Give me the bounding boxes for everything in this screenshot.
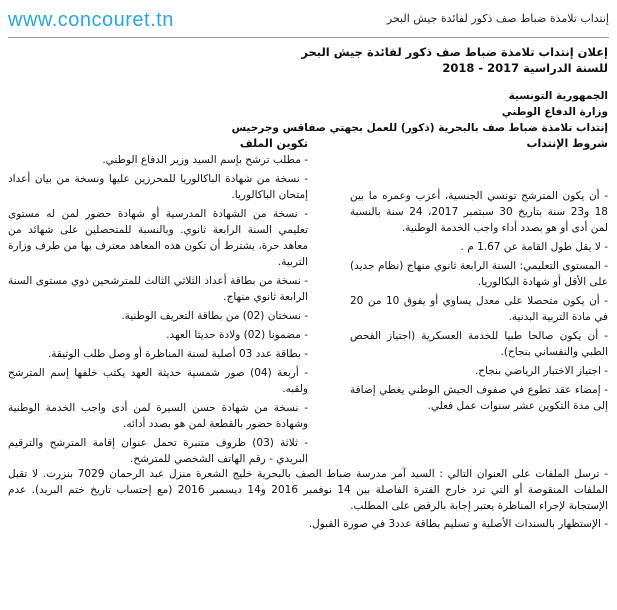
conditions-heading: شروط الإنتداب (526, 137, 608, 150)
file-item: - أربعة (04) صور شمسية حديثة العهد يكتب خلفها إسم المترشح ولقبه. (8, 367, 308, 395)
condition-item: - لا يقل طول القامة عن 1.67 م . (460, 241, 608, 253)
file-item: - ثلاثة (03) ظروف متنبرة تحمل عنوان إقامة المترشح والترقيم البريدي - رقم الهاتف الشخصي للمترشح. (8, 437, 308, 465)
header-divider (8, 37, 609, 38)
site-url-link[interactable]: www.concouret.tn (8, 9, 174, 31)
file-item: - نسختان (02) من بطاقة التعريف الوطنية. (121, 310, 308, 322)
file-heading: تكوين الملف (239, 137, 308, 150)
note-paragraph: - الإستظهار بالسندات الأصلية و تسليم بطاقة عدد3 في صورة القبول. (308, 518, 608, 530)
conditions-column (350, 137, 608, 414)
two-column-section (8, 136, 608, 465)
file-item: - بطاقة عدد 03 أصلية لسنة المناظرة أو وصل طلب الوثيقة. (47, 348, 308, 360)
file-item: - نسخة من الشهادة المدرسية أو شهادة حضور لمن له مستوى تعليمي السنة الرابعة ثانوي. وبالنسبة للمتحصلين على شهائد من معاهد حرة، يشترط أن تكون هذه المعاهد معترف بها من طرف وزارة التربية. (8, 208, 308, 268)
announcement-year: للسنة الدراسية 2017 - 2018 (442, 61, 608, 75)
announcement-title: إعلان إنتداب تلامذة ضباط صف ذكور لفائدة جيش البحر (301, 45, 608, 59)
republic-name: الجمهورية التونسية (508, 90, 608, 102)
file-item: - نسخة من بطاقة أعداد الثلاثي الثالث للمترشحين ذوي مستوى السنة الرابعة ثانوي منهاج. (8, 275, 308, 303)
header-title: إنتداب تلامذة ضباط صف ذكور لفائدة جيش البحر (386, 12, 609, 25)
condition-item: - أن يكون متحصلا على معدل يساوي أو يفوق 10 من 20 في مادة التربية البدنية. (350, 295, 608, 323)
submission-notes (8, 466, 608, 532)
recruitment-subject: إنتداب تلامذة ضباط صف بالبحرية (ذكور) للعمل بجهتي صفاقس وجرجيس (231, 122, 608, 134)
file-item: - مطلب ترشح بإسم السيد وزير الدفاع الوطني. (102, 154, 308, 166)
file-item: - نسخة من شهادة حسن السيرة لمن أدى واجب الخدمة الوطنية وشهادة حضور بالقطعة لمن هو بصدد أدائه. (8, 402, 308, 430)
note-paragraph: - ترسل الملفات على العنوان التالي : السيد آمر مدرسة ضباط الصف بالبحرية خليج الشعرة منزل عبد الرحمان 7029 بنزرت. لا تقبل الملفات المنقوصة أو التي ترد خارج الفترة الفاصلة بين 14 نوفمبر 2016 و14 ديسمبر 2016 (مع إحتساب تاريخ ختم البريد). عدم الإستجابة لإجراء المناظرة يعتبر إجابة بالرفض على المطلب. (8, 468, 608, 512)
file-column (8, 136, 308, 467)
condition-item: - اجتياز الاختبار الرياضي بنجاح. (474, 365, 608, 377)
document-body (8, 40, 608, 534)
condition-item: - أن يكون صالحا طبيا للخدمة العسكرية (اجتياز الفحص الطبي والنفساني بنجاح). (350, 330, 608, 358)
ministry-name: وزارة الدفاع الوطني (501, 106, 608, 118)
file-item: - نسخة من شهادة الباكالوريا للمحرزين عليها ونسخة من بيان أعداد إمتحان الباكالوريا. (8, 173, 308, 201)
condition-item: - المستوى التعليمي: السنة الرابعة ثانوي منهاج (نظام جديد) على الأقل أو شهادة البكالوريا. (350, 260, 608, 288)
condition-item: - إمضاء عقد تطوع في صفوف الجيش الوطني يغطي إضافة إلى مدة التكوين عشر سنوات عمل فعلي. (350, 384, 608, 412)
page-header (0, 0, 617, 38)
file-item: - مضمونا (02) ولادة حديثا العهد. (166, 329, 308, 341)
condition-item: - أن يكون المترشح تونسي الجنسية، أعزب وعمره ما بين 18 و23 سنة بتاريخ 30 سبتمبر 2017، 24 سنة بالنسبة لمن أدى أو هو بصدد أداء واجب الخدمة الوطنية. (350, 190, 608, 234)
